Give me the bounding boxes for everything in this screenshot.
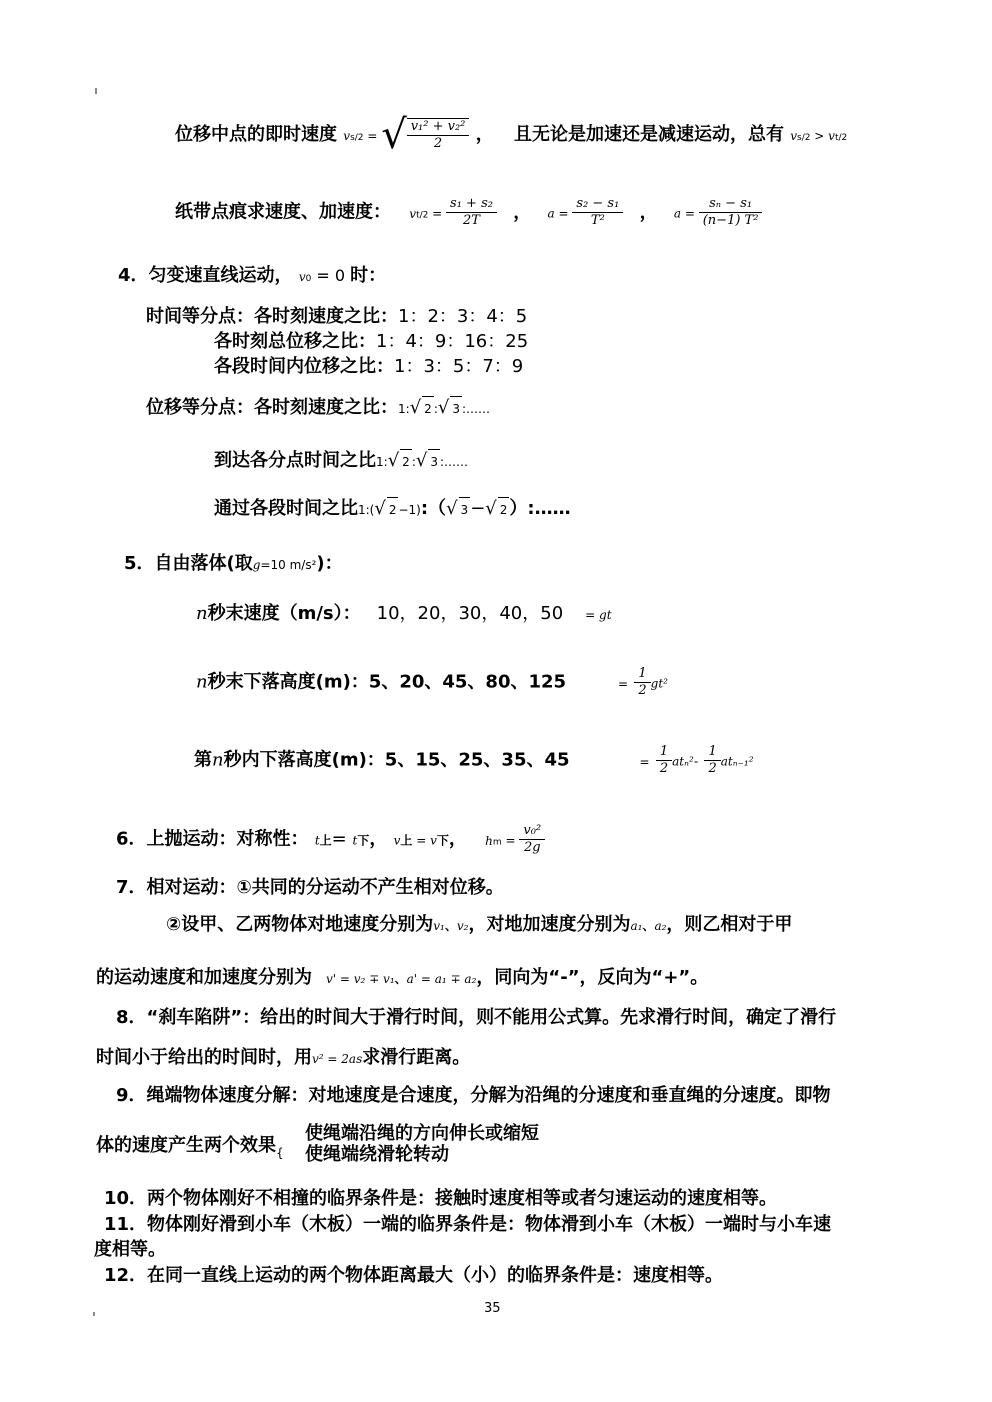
- scan-mark-bottom: [93, 1312, 95, 1316]
- heading-11: 11．物体刚好滑到小车（木板）一端的临界条件是：物体滑到小车（木板）一端时与小车速: [104, 1214, 832, 1235]
- fraction-a-n: $\frac{\text{sₙ − s₁}}{\text{(n−1) T²}}$: [699, 196, 763, 229]
- fraction-half-2: $\frac{1}{2}$: [704, 744, 720, 777]
- line-time-equal-3: 各段时间内位移之比：1：3：5：7：9: [214, 356, 524, 377]
- heading-9: 9．绳端物体速度分解：对地速度是合速度，分解为沿绳的分速度和垂直绳的分速度。即物: [116, 1085, 831, 1106]
- heading-8: 8．“刹车陷阱”：给出的时间大于滑行时间，则不能用公式算。先求滑行时间，确定了滑行: [116, 1007, 837, 1028]
- fraction-half: $\frac{1}{2}$: [634, 666, 650, 699]
- line-free-fall-velocity: n秒末速度（m/s）： 10，20，30，40，50 = gt: [196, 603, 612, 624]
- line-disp-equal-1: 位移等分点：各时刻速度之比：1:√ 2 :√ 3 :……: [146, 396, 490, 421]
- line-relative-motion-3: 的运动速度和加速度分别为 v' = v₂ ∓ v₁、a' = a₁ ∓ a₂，同向为“-”，反向为“+”。: [96, 967, 709, 988]
- line-rope-effects: 体的速度产生两个效果$_{\{}$: [96, 1135, 284, 1160]
- line-brake-2: 时间小于给出的时间时，用v² = 2as求滑行距离。: [96, 1047, 471, 1068]
- fraction-a: $\frac{\text{s₂ − s₁}}{\text{T²}}$: [572, 196, 623, 229]
- line-free-fall-height: n秒末下落高度(m)：5、20、45、80、125 = $\frac{1}{2}$ gt²: [196, 666, 668, 698]
- heading-12: 12．在同一直线上运动的两个物体距离最大（小）的临界条件是：速度相等。: [104, 1265, 724, 1286]
- line-nth-second-height: 第n秒内下落高度(m)：5、15、25、35、45 = $\frac{1}{2}$ atₙ²- $\frac{1}{2}$ atₙ₋₁²: [194, 744, 754, 776]
- rope-effect-2: 使绳端绕滑轮转动: [305, 1144, 449, 1165]
- line-time-equal-1: 时间等分点：各时刻速度之比：1：2：3：4：5: [146, 306, 528, 327]
- line-disp-equal-2: 到达各分点时间之比1:√ 2 :√ 3 :……: [214, 449, 468, 474]
- heading-5: 5．自由落体(取g=10 m/s²)：: [124, 553, 343, 574]
- line-tape-formulas: 纸带点痕求速度、加速度： vt/2 = $\frac{\text{s₁ + s₂}}{2T}$ ， a = $\frac{\text{s₂ − s₁}}{\text{T²}}$ ， a = $\frac{\text{sₙ − s₁}}{\text{(n−1) T²}}$: [175, 196, 762, 229]
- fraction-vt2: $\frac{\text{s₁ + s₂}}{2T}$: [446, 196, 497, 229]
- line-disp-equal-3: 通过各段时间之比1:(√ 2 −1):（√ 3 −√ 2 ）:……: [214, 497, 571, 522]
- sqrt-fraction: $\frac{\text{v₁² + v₂²}}{2}$: [407, 118, 470, 152]
- fraction-half-1: $\frac{1}{2}$: [656, 744, 672, 777]
- heading-4: 4．匀变速直线运动， v0 = 0 时：: [118, 265, 387, 286]
- line-time-equal-2: 各时刻总位移之比：1：4：9：16：25: [214, 331, 529, 352]
- rope-effect-1: 使绳端沿绳的方向伸长或缩短: [305, 1123, 539, 1144]
- heading-7: 7．相对运动：①共同的分运动不产生相对位移。: [116, 877, 504, 898]
- line-midpoint-velocity: 位移中点的即时速度 vs/2 = √ $\frac{\text{v₁² + v₂²}}{2}$ ， 且无论是加速还是减速运动，总有 vs/2 > vt/2: [175, 112, 848, 158]
- scan-mark: [95, 88, 97, 94]
- line-relative-motion-2: ②设甲、乙两物体对地速度分别为v₁、v₂，对地加速度分别为a₁、a₂，则乙相对于甲: [166, 914, 793, 935]
- page-number: 35: [484, 1301, 501, 1316]
- heading-10: 10．两个物体刚好不相撞的临界条件是：接触时速度相等或者匀速运动的速度相等。: [104, 1188, 778, 1209]
- fraction-hm: $\frac{\text{v₀²}}{2g}$: [519, 823, 545, 856]
- line-11-cont: 度相等。: [94, 1239, 166, 1260]
- heading-6: 6．上抛运动：对称性： t上= t下， v上 = v下， hm = $\frac{\text{v₀²}}{2g}$: [116, 823, 545, 856]
